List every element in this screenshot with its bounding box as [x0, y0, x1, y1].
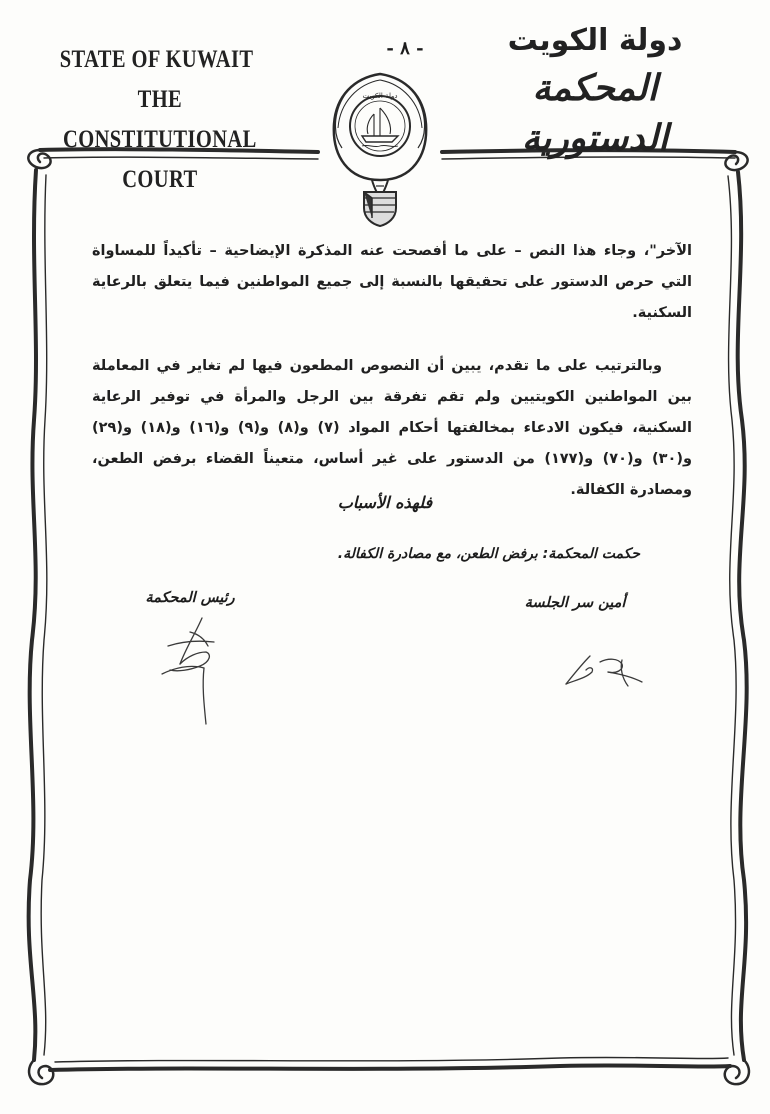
president-signature: [140, 612, 250, 732]
kuwait-emblem-icon: [328, 68, 432, 228]
court-name-arabic: المحكمة الدستورية: [521, 68, 669, 159]
reasons-heading: فلهذه الأسباب: [337, 493, 433, 512]
secretary-signature: [560, 650, 660, 695]
emblem-caption: دولة الكويت: [362, 92, 398, 100]
session-secretary-label: أمين سر الجلسة: [524, 595, 626, 611]
header-court-name-english: [50, 40, 263, 200]
page-number: - ٨ -: [386, 38, 424, 59]
paragraph-equality: الآخر"، وجاء هذا النص – على ما أفصحت عنه المذكرة الإيضاحية – تأكيداً للمساواة التي حرص الدستور على تحقيقها بالنسبة إلى جميع المواطنين فيما يتعلق بالرعاية السكنية.: [92, 243, 692, 321]
state-name-arabic: دولة الكويت: [507, 23, 683, 58]
court-president-label: رئيس المحكمة: [145, 590, 235, 606]
header-court-name-arabic: [470, 18, 720, 164]
judgment-body: [92, 236, 692, 528]
paragraph-conclusion: وبالترتيب على ما تقدم، يبين أن النصوص المطعون فيها لم تغاير في المعاملة بين المواطنين الكويتيين ولم تقم تفرقة بين الرجل والمرأة في توفير الرعاية السكنية، فيكون الادعاء بمخالفتها أحكام المواد (٧) و(٨) و(٩) و(١٦) و(١٨) و(٢٩) و(٣٠) و(٧٠) و(١٧٧) من الدستور على غير أساس، متعيناً القضاء برفض الطعن، ومصادرة الكفالة.: [92, 358, 692, 498]
state-name-english: STATE OF KUWAIT: [59, 46, 254, 73]
court-name-english: THE CONSTITUTIONAL COURT: [63, 86, 257, 193]
court-ruling: حكمت المحكمة: برفض الطعن، مع مصادرة الكفالة.: [337, 546, 640, 562]
